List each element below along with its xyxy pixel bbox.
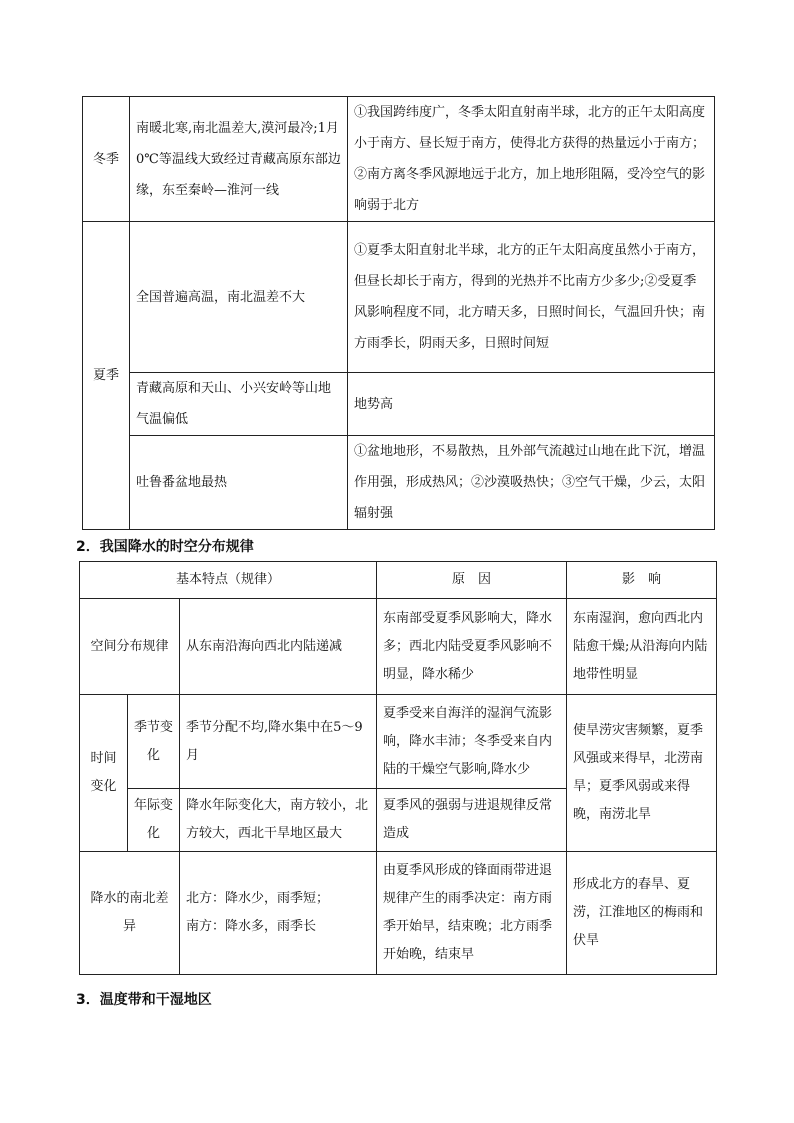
season-cell-winter: 冬季 xyxy=(83,97,130,222)
reason-cell: 夏季受来自海洋的湿润气流影响，降水丰沛；冬季受来自内陆的干燥空气影响,降水少 xyxy=(377,695,567,789)
feature-cell: 降水年际变化大，南方较小，北方较大，西北干旱地区最大 xyxy=(180,789,377,852)
reason-cell: ①盆地地形，不易散热，且外部气流越过山地在此下沉，增温作用强，形成热风；②沙漠吸热快；③空气干燥，少云，太阳辐射强 xyxy=(348,436,715,530)
ns-diff-label: 降水的南北差异 xyxy=(80,852,180,975)
table-row xyxy=(80,852,717,975)
feature-cell: 吐鲁番盆地最热 xyxy=(130,436,348,530)
reason-cell: 地势高 xyxy=(348,373,715,436)
table-row xyxy=(83,436,715,530)
table-row xyxy=(83,373,715,436)
table-row xyxy=(80,695,717,789)
season-cell-summer: 夏季 xyxy=(83,222,130,530)
feature-cell: 季节分配不均,降水集中在5～9月 xyxy=(180,695,377,789)
table-row xyxy=(80,599,717,695)
table-header-row xyxy=(80,562,717,599)
section-heading-temperature-zones: 3．温度带和干湿地区 xyxy=(76,992,212,1008)
header-feature: 基本特点（规律） xyxy=(80,562,377,599)
feature-cell: 南暖北寒,南北温差大,漠河最冷;1月 0℃等温线大致经过青藏高原东部边缘，东至秦岭—淮河一线 xyxy=(130,97,348,222)
table-row xyxy=(83,97,715,222)
precipitation-table xyxy=(79,561,717,975)
impact-cell: 东南湿润，愈向西北内陆愈干燥;从沿海向内陆地带性明显 xyxy=(567,599,717,695)
reason-cell: 夏季风的强弱与进退规律反常造成 xyxy=(377,789,567,852)
table-row xyxy=(83,222,715,373)
temperature-table xyxy=(82,96,715,530)
feature-north: 北方：降水少，雨季短； xyxy=(186,891,330,906)
annual-label: 年际变化 xyxy=(128,789,180,852)
spatial-label: 空间分布规律 xyxy=(80,599,180,695)
header-impact: 影 响 xyxy=(567,562,717,599)
impact-cell: 形成北方的春旱、夏涝，江淮地区的梅雨和伏旱 xyxy=(567,852,717,975)
reason-cell: 东南部受夏季风影响大，降水多；西北内陆受夏季风影响不明显，降水稀少 xyxy=(377,599,567,695)
section-heading-precipitation: 2．我国降水的时空分布规律 xyxy=(76,539,254,555)
feature-cell: 从东南沿海向西北内陆递减 xyxy=(180,599,377,695)
feature-south: 南方：降水多，雨季长 xyxy=(186,919,317,934)
feature-cell: 全国普遍高温，南北温差不大 xyxy=(130,222,348,373)
reason-cell: ①夏季太阳直射北半球，北方的正午太阳高度虽然小于南方，但昼长却长于南方，得到的光热并不比南方少多少;②受夏季风影响程度不同，北方晴天多，日照时间长，气温回升快；南方雨季长，阴雨天多，日照时间短 xyxy=(348,222,715,373)
reason-cell: ①我国跨纬度广，冬季太阳直射南半球，北方的正午太阳高度小于南方、昼长短于南方，使得北方获得的热量远小于南方；②南方离冬季风源地远于北方，加上地形阻隔，受冷空气的影响弱于北方 xyxy=(348,97,715,222)
feature-cell xyxy=(180,852,377,975)
header-reason: 原 因 xyxy=(377,562,567,599)
feature-cell: 青藏高原和天山、小兴安岭等山地气温偏低 xyxy=(130,373,348,436)
reason-cell: 由夏季风形成的锋面雨带进退规律产生的雨季决定：南方雨季开始早，结束晚；北方雨季开始晚，结束早 xyxy=(377,852,567,975)
impact-cell: 使旱涝灾害频繁，夏季风强或来得早，北涝南旱；夏季风弱或来得晚，南涝北旱 xyxy=(567,695,717,852)
seasonal-label: 季节变化 xyxy=(128,695,180,789)
temporal-label: 时间变化 xyxy=(80,695,128,852)
